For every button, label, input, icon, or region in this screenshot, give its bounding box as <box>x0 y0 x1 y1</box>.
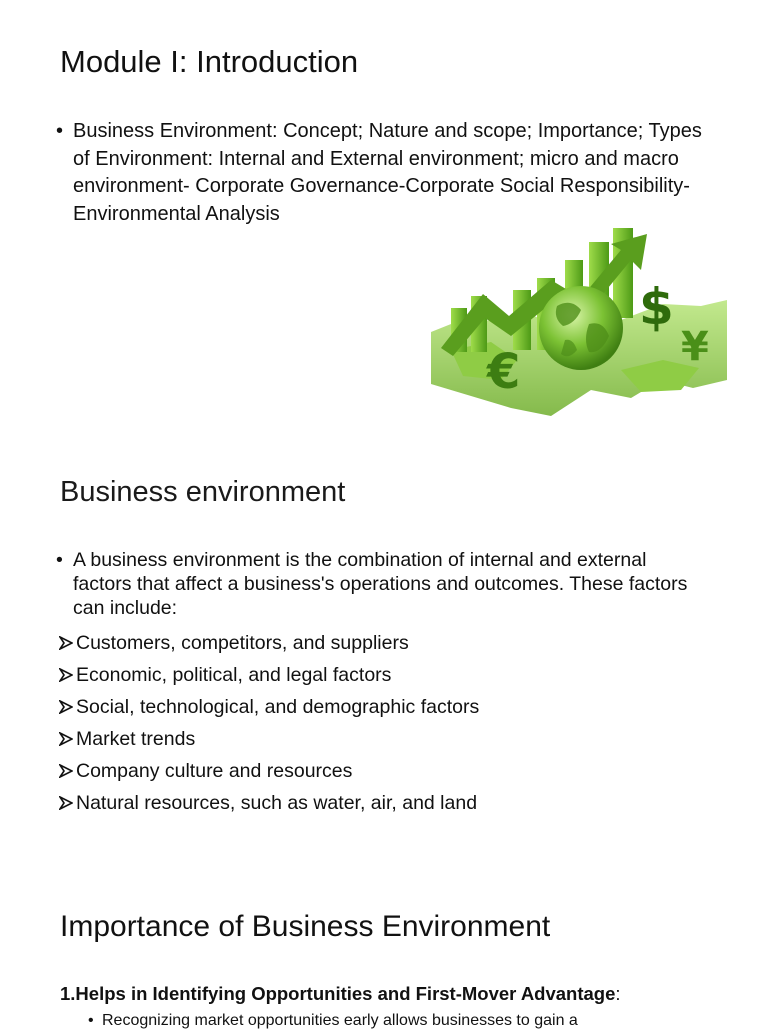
factor-text: Natural resources, such as water, air, and land <box>76 792 478 814</box>
bullet-marker: • <box>56 549 63 571</box>
slide-module-introduction <box>0 0 768 430</box>
point-heading <box>60 983 621 1005</box>
svg-text:€: € <box>487 344 521 400</box>
svg-text:¥: ¥ <box>681 324 709 370</box>
arrow-bullet-icon <box>59 726 76 752</box>
slide-business-environment <box>0 430 768 850</box>
list-item <box>59 694 479 726</box>
list-item <box>59 758 479 790</box>
list-item <box>59 726 479 758</box>
point-heading-suffix: : <box>615 983 621 1004</box>
arrow-bullet-icon <box>59 662 76 688</box>
factor-text: Company culture and resources <box>76 760 353 782</box>
svg-text:$: $ <box>639 278 674 336</box>
arrow-bullet-icon <box>59 758 76 784</box>
definition-bullet <box>56 548 706 620</box>
slide-title: Module I: Introduction <box>60 44 359 79</box>
sub-bullet <box>88 1012 578 1030</box>
slide-title: Business environment <box>60 476 346 508</box>
slide-importance <box>0 890 768 1029</box>
arrow-bullet-icon <box>59 630 76 656</box>
factors-list <box>59 630 479 822</box>
syllabus-bullet <box>56 118 706 228</box>
arrow-bullet-icon <box>59 790 76 816</box>
sub-bullet-text: Recognizing market opportunities early allows businesses to gain a <box>102 1012 578 1029</box>
globe-chart-icon <box>431 220 727 422</box>
list-item <box>59 630 479 662</box>
point-heading-text: 1.Helps in Identifying Opportunities and First-Mover Advantage <box>60 983 616 1004</box>
list-item <box>59 790 479 822</box>
business-globe-illustration <box>431 220 727 422</box>
factor-text: Market trends <box>76 728 196 750</box>
definition-text: A business environment is the combination of internal and external factors that affect a business's operations and outcomes. These factors can include: <box>73 549 688 619</box>
factor-text: Customers, competitors, and suppliers <box>76 632 409 654</box>
factor-text: Economic, political, and legal factors <box>76 664 392 686</box>
syllabus-text: Business Environment: Concept; Nature and scope; Importance; Types of Environment: Internal and External environment; micro and macro environment- Corporate Governance-Corporate Social Responsibility- Environmental Analysis <box>73 120 702 225</box>
bullet-marker: • <box>56 120 64 142</box>
arrow-bullet-icon <box>59 694 76 720</box>
slide-title: Importance of Business Environment <box>60 910 551 943</box>
list-item <box>59 662 479 694</box>
bullet-marker: • <box>88 1012 94 1029</box>
factor-text: Social, technological, and demographic factors <box>76 696 480 718</box>
